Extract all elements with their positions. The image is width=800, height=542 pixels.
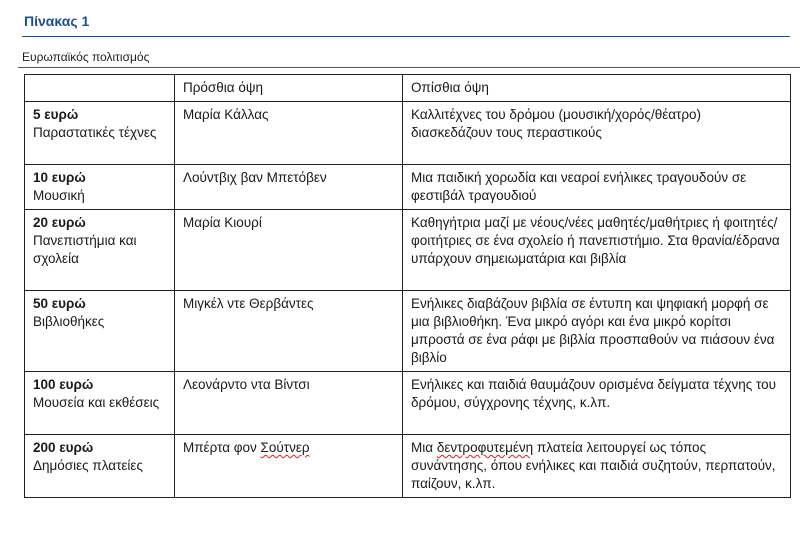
denomination-cell (25, 435, 175, 498)
back-side-cell: Καθηγήτρια μαζί με νέους/νέες μαθητές/μαθήτριες ή φοιτητές/φοιτήτριες σε ένα σχολείο ή πανεπιστήμιο. Στα θρανία/έδρανα υπάρχουν σημειωματάρια και βιβλία (403, 210, 791, 291)
back-side-cell (403, 435, 791, 498)
denomination-cell (25, 291, 175, 372)
table-row (25, 435, 791, 498)
back-side-cell: Μια παιδική χορωδία και νεαροί ενήλικες τραγουδούν σε φεστιβάλ τραγουδιού (403, 165, 791, 210)
denomination-cell (25, 165, 175, 210)
denomination-amount: 200 ευρώ (33, 440, 94, 455)
denomination-amount: 100 ευρώ (33, 377, 94, 392)
table-row (25, 291, 791, 372)
denomination-amount: 20 ευρώ (33, 215, 86, 230)
denomination-topic: Παραστατικές τέχνες (33, 125, 157, 140)
title-divider (22, 36, 790, 37)
back-side-cell: Ενήλικες και παιδιά θαυμάζουν ορισμένα δείγματα τέχνης του δρόμου, σύγχρονης τέχνης, κ.λπ. (403, 372, 791, 435)
denomination-cell (25, 102, 175, 165)
back-side-cell: Ενήλικες διαβάζουν βιβλία σε έντυπη και ψηφιακή μορφή σε μια βιβλιοθήκη. Ένα μικρό αγόρι και ένα μικρό κορίτσι μπροστά σε ένα ράφι με βιβλία προσπαθούν να πιάσουν ένα βιβλίο (403, 291, 791, 372)
front-side-cell: Λούντβιχ βαν Μπετόβεν (175, 165, 403, 210)
table-header-row (25, 75, 791, 102)
front-side-cell: Μαρία Κάλλας (175, 102, 403, 165)
table-row (25, 165, 791, 210)
denomination-topic: Πανεπιστήμια και σχολεία (33, 233, 137, 266)
denomination-topic: Μουσεία και εκθέσεις (33, 395, 160, 410)
spellcheck-flagged-word: Σούτνερ (260, 440, 310, 455)
denomination-cell (25, 372, 175, 435)
header-cell-back: Οπίσθια όψη (403, 75, 791, 102)
front-side-cell: Μαρία Κιουρί (175, 210, 403, 291)
table-row (25, 102, 791, 165)
denomination-topic: Μουσική (33, 188, 85, 203)
table-title: Πίνακας 1 (24, 13, 90, 29)
front-side-cell (175, 435, 403, 498)
front-name-part: Μπέρτα φον (183, 440, 261, 455)
denomination-topic: Δημόσιες πλατείες (33, 458, 143, 473)
denomination-topic: Βιβλιοθήκες (33, 314, 105, 329)
header-cell-empty (25, 75, 175, 102)
denomination-amount: 10 ευρώ (33, 170, 86, 185)
subtitle-divider (18, 67, 800, 68)
header-cell-front: Πρόσθια όψη (175, 75, 403, 102)
table-subtitle: Ευρωπαϊκός πολιτισμός (22, 50, 150, 64)
denomination-cell (25, 210, 175, 291)
denomination-amount: 50 ευρώ (33, 296, 86, 311)
denomination-amount: 5 ευρώ (33, 107, 79, 122)
front-side-cell: Μιγκέλ ντε Θερβάντες (175, 291, 403, 372)
back-text-part: Μια (411, 440, 437, 455)
table-row (25, 210, 791, 291)
spellcheck-flagged-word: δεντροφυτεμένη (436, 440, 534, 455)
banknotes-table (24, 74, 791, 498)
table-row (25, 372, 791, 435)
back-text-part: πλατεία λειτουργεί ως τόπος συνάντησης, όπου ενήλικες και παιδιά συζητούν, περπατούν, παίζουν, κ.λπ. (411, 440, 776, 491)
back-side-cell: Καλλιτέχνες του δρόμου (μουσική/χορός/θέατρο) διασκεδάζουν τους περαστικούς (403, 102, 791, 165)
document (22, 6, 790, 498)
front-side-cell: Λεονάρντο ντα Βίντσι (175, 372, 403, 435)
